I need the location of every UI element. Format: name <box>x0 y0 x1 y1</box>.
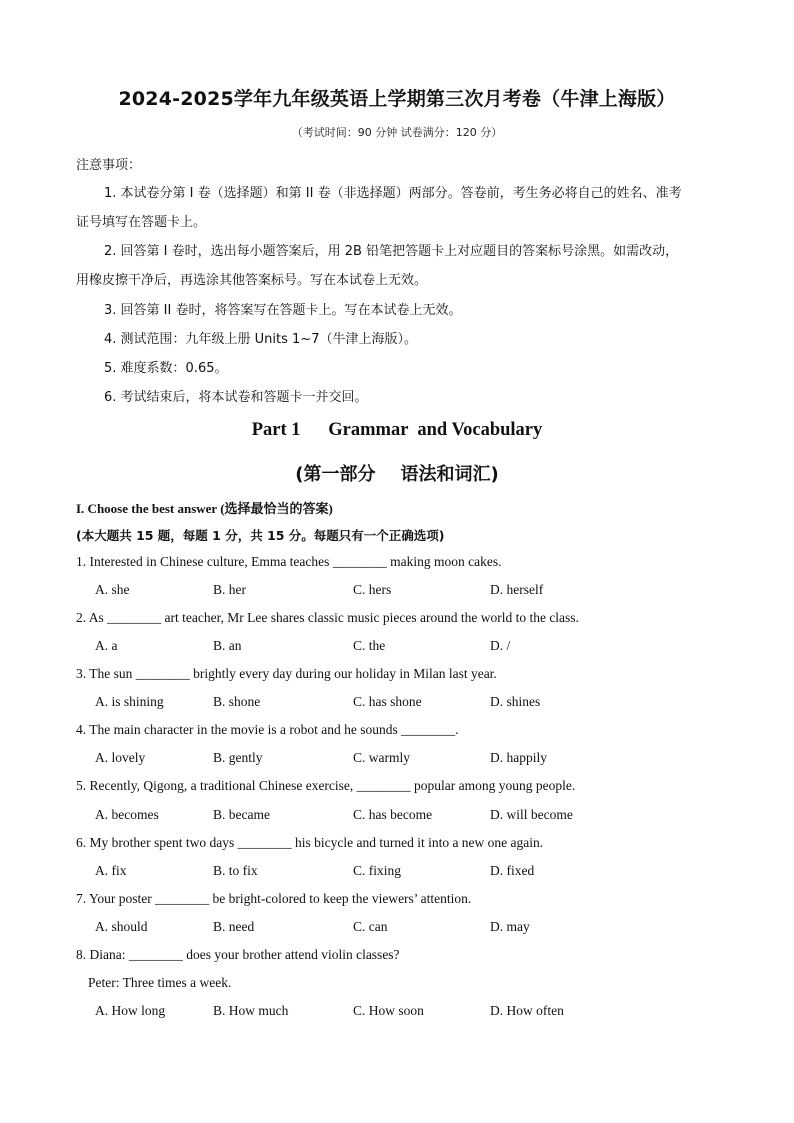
question-stem: 4. The main character in the movie is a robot and he sounds ________. <box>76 722 459 737</box>
section-instruction: (本大题共 15 题，每题 1 分，共 15 分。每题只有一个正确选项) <box>76 528 445 543</box>
option-a[interactable]: A. she <box>95 582 130 597</box>
note-line: 5. 难度系数：0.65。 <box>104 361 228 376</box>
note-line: 证号填写在答题卡上。 <box>76 215 207 230</box>
option-c[interactable]: C. fixing <box>353 863 402 878</box>
option-a[interactable]: A. lovely <box>95 750 146 765</box>
question-stem: 2. As ________ art teacher, Mr Lee shares classic music pieces around the world to the class. <box>76 610 579 625</box>
option-b[interactable]: B. became <box>213 807 270 822</box>
option-d[interactable]: D. fixed <box>490 863 535 878</box>
question-reply: Peter: Three times a week. <box>88 975 232 990</box>
option-c[interactable]: C. How soon <box>353 1003 424 1018</box>
option-d[interactable]: D. How often <box>490 1003 564 1018</box>
option-c[interactable]: C. has shone <box>353 694 422 709</box>
option-a[interactable]: A. should <box>95 919 148 934</box>
option-d[interactable]: D. happily <box>490 750 547 765</box>
option-b[interactable]: B. gently <box>213 750 263 765</box>
option-c[interactable]: C. can <box>353 919 388 934</box>
option-b[interactable]: B. her <box>213 582 246 597</box>
option-c[interactable]: C. the <box>353 638 386 653</box>
part-title-cn: (第一部分 语法和词汇) <box>295 464 499 485</box>
option-b[interactable]: B. to fix <box>213 863 258 878</box>
note-line: 1. 本试卷分第 I 卷（选择题）和第 II 卷（非选择题）两部分。答卷前，考生务必将自己的姓名、准考 <box>104 186 682 201</box>
note-line: 用橡皮擦干净后，再选涂其他答案标号。写在本试卷上无效。 <box>76 273 428 288</box>
option-a[interactable]: A. fix <box>95 863 127 878</box>
question-stem: 5. Recently, Qigong, a traditional Chinese exercise, ________ popular among young people. <box>76 778 576 793</box>
exam-title: 2024-2025学年九年级英语上学期第三次月考卷（牛津上海版） <box>118 88 676 110</box>
note-line: 4. 测试范围：九年级上册 Units 1~7（牛津上海版）。 <box>104 332 417 347</box>
option-d[interactable]: D. will become <box>490 807 573 822</box>
option-b[interactable]: B. How much <box>213 1003 289 1018</box>
option-d[interactable]: D. may <box>490 919 530 934</box>
question-stem: 1. Interested in Chinese culture, Emma teaches ________ making moon cakes. <box>76 554 502 569</box>
option-c[interactable]: C. hers <box>353 582 392 597</box>
note-line: 6. 考试结束后，将本试卷和答题卡一并交回。 <box>104 390 368 405</box>
option-a[interactable]: A. How long <box>95 1003 166 1018</box>
option-c[interactable]: C. warmly <box>353 750 410 765</box>
note-line: 2. 回答第 I 卷时，选出每小题答案后，用 2B 铅笔把答题卡上对应题目的答案标号涂黑。如需改动， <box>104 244 679 259</box>
note-line: 3. 回答第 II 卷时，将答案写在答题卡上。写在本试卷上无效。 <box>104 303 462 318</box>
option-d[interactable]: D. herself <box>490 582 544 597</box>
exam-subtitle: （考试时间：90 分钟 试卷满分：120 分） <box>291 126 503 139</box>
question-stem: 3. The sun ________ brightly every day during our holiday in Milan last year. <box>76 666 497 681</box>
option-c[interactable]: C. has become <box>353 807 433 822</box>
option-d[interactable]: D. / <box>490 638 511 653</box>
option-a[interactable]: A. is shining <box>95 694 164 709</box>
section-heading: I. Choose the best answer (选择最恰当的答案) <box>76 501 333 516</box>
part-title: Part 1 Grammar and Vocabulary <box>251 420 543 440</box>
option-d[interactable]: D. shines <box>490 694 541 709</box>
option-a[interactable]: A. becomes <box>95 807 159 822</box>
question-stem: 6. My brother spent two days ________ his bicycle and turned it into a new one again. <box>76 835 544 850</box>
notes-heading: 注意事项： <box>76 158 142 173</box>
option-a[interactable]: A. a <box>95 638 118 653</box>
option-b[interactable]: B. an <box>213 638 242 653</box>
question-stem: 8. Diana: ________ does your brother attend violin classes? <box>76 947 400 962</box>
option-b[interactable]: B. need <box>213 919 255 934</box>
option-b[interactable]: B. shone <box>213 694 261 709</box>
question-stem: 7. Your poster ________ be bright-colored to keep the viewers’ attention. <box>76 891 472 906</box>
